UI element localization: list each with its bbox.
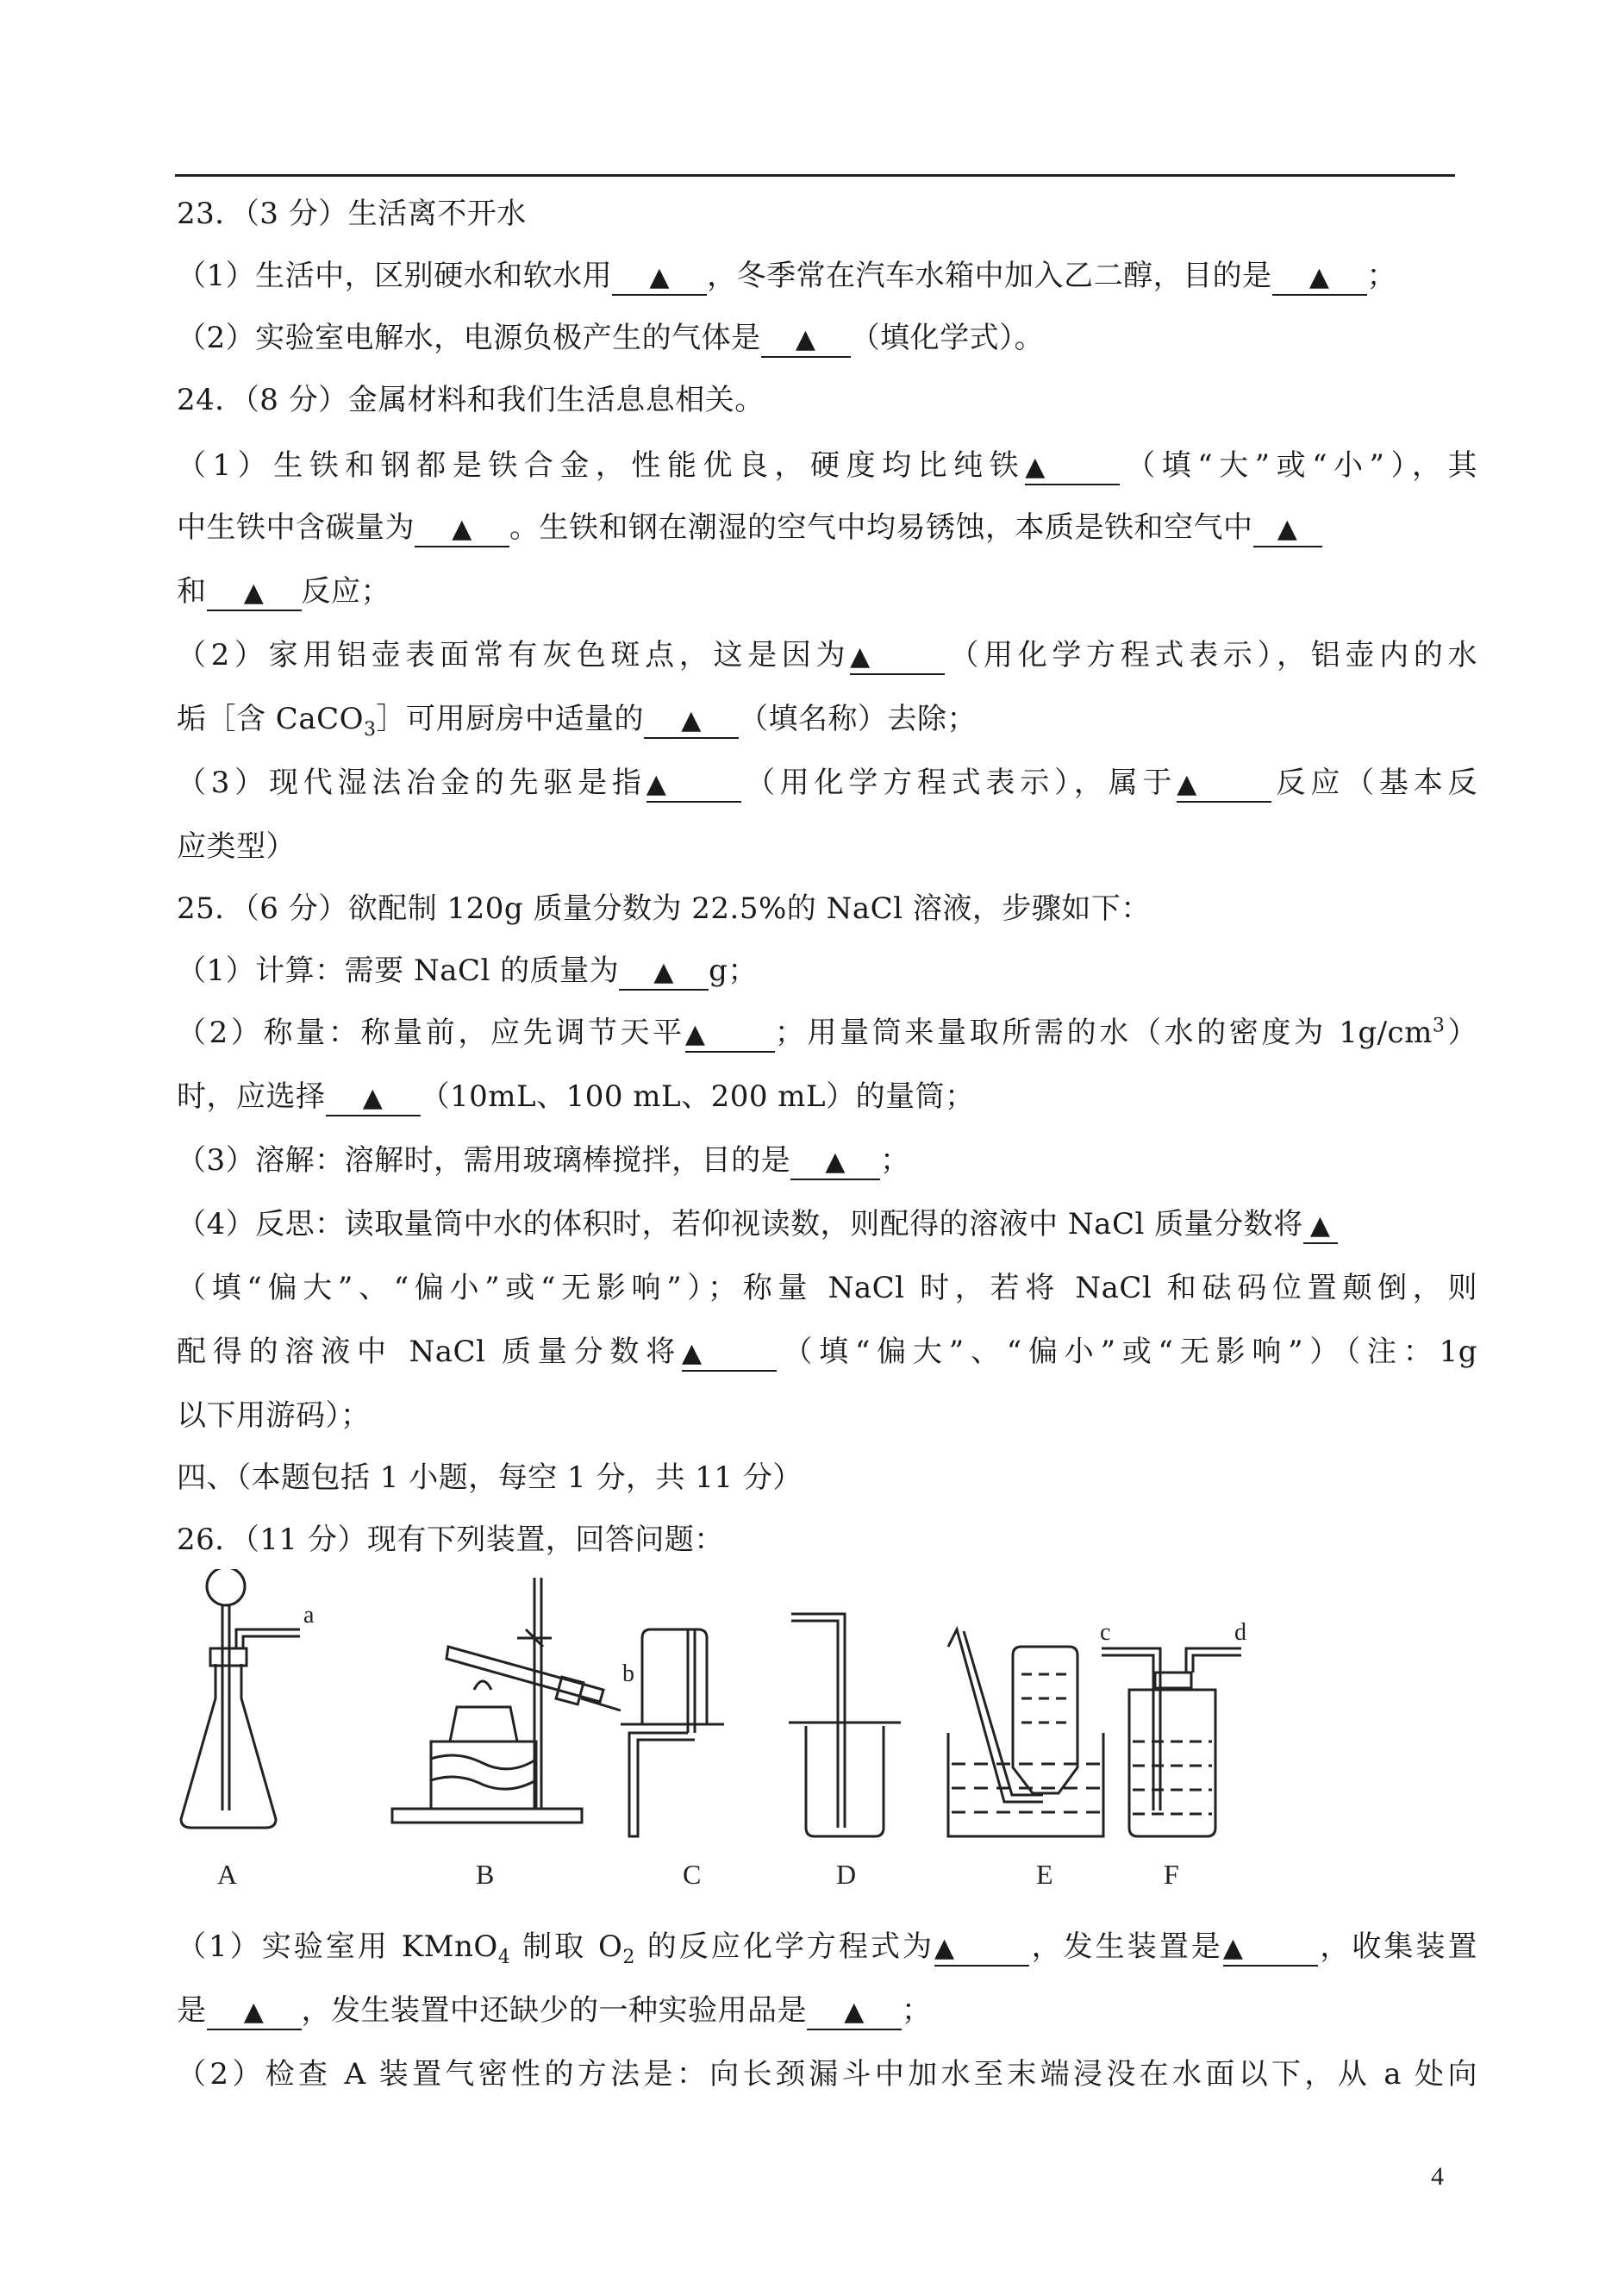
answer-blank[interactable]: ▲ [934,1932,1029,1967]
answer-blank[interactable]: ▲ [612,261,707,296]
apparatus-a-conical-flask [181,1569,300,1828]
q25-part4-line4: 以下用游码）； [177,1398,371,1433]
answer-blank[interactable]: ▲ [685,1018,775,1053]
q24-title: 24．（8 分）金属材料和我们生活息息相关。 [177,383,765,417]
apparatus-e-water-trough [948,1629,1103,1836]
q25-part4-line3: 配得的溶液中 NaCl 质量分数将▲ （填“偏大”、“偏小”或“无影响”）（注：1g [177,1333,1477,1372]
apparatus-b-heating-setup [392,1578,621,1823]
q23-part1: （1）生活中，区别硬水和软水用 ▲ ，冬季常在汽车水箱中加入乙二醇，目的是 ▲ ； [177,257,1477,296]
q24-part1-line3: 和 ▲ 反应； [177,572,1477,611]
answer-blank[interactable]: ▲ [646,768,741,803]
q25-part4-line2: （填“偏大”、“偏小”或“无影响”）；称量 NaCl 时，若将 NaCl 和砝码位置颠倒，则 [177,1271,1477,1305]
answer-blank[interactable]: ▲ [761,323,851,358]
answer-blank[interactable]: ▲ [682,1337,777,1372]
header-rule [175,174,1455,177]
answer-blank[interactable]: ▲ [415,513,509,547]
answer-blank[interactable]: ▲ [207,577,302,611]
answer-blank[interactable]: ▲ [807,1996,902,2030]
q26-part2-line1: （2）检查 A 装置气密性的方法是：向长颈漏斗中加水至末端浸没在水面以下，从 a 处向 [177,2057,1477,2092]
q26-part1-line2: 是 ▲ ，发生装置中还缺少的一种实验用品是 ▲ ； [177,1992,1477,2030]
section-4-heading: 四、（本题包括 1 小题，每空 1 分，共 11 分） [177,1460,803,1495]
q25-title: 25．（6 分）欲配制 120g 质量分数为 22.5%的 NaCl 溶液，步骤如下： [177,891,1151,926]
answer-blank[interactable]: ▲ [1223,1932,1318,1967]
answer-blank[interactable]: ▲ [1272,261,1367,296]
answer-blank[interactable]: ▲ [790,1146,880,1180]
q24-part2-line2: 垢［含 CaCO$_3$］可用厨房中适量的 ▲ （填名称）去除； [177,702,977,741]
port-label-c: c [1100,1619,1111,1646]
q26-title: 26．（11 分）现有下列装置，回答问题： [177,1523,724,1557]
answer-blank[interactable]: ▲ [850,641,945,675]
apparatus-label-c: C [683,1859,702,1890]
q25-part1: （1）计算：需要 NaCl 的质量为 ▲ g； [177,952,1477,991]
apparatus-d-gas-jar [789,1614,901,1836]
page-number: 4 [1431,2162,1444,2191]
q25-part4-line1: （4）反思：读取量筒中水的体积时，若仰视读数，则配得的溶液中 NaCl 质量分数将 ▲ [177,1205,1477,1244]
apparatus-c-gas-jar [621,1629,724,1836]
q26-part1-line1: （1）实验室用 KMnO$_4$ 制取 $O_2$ 的反应化学方程式为▲ ，发生装置是▲ ，收集装置 [177,1929,1477,1968]
q24-part2-line1: （2）家用铝壶表面常有灰色斑点，这是因为▲ （用化学方程式表示），铝壶内的水 [177,636,1477,675]
answer-blank[interactable]: ▲ [1253,513,1322,547]
answer-blank[interactable]: ▲ [644,704,739,739]
apparatus-f-washing-bottle [1102,1648,1241,1836]
q23-part2: （2）实验室电解水，电源负极产生的气体是 ▲ （填化学式）。 [177,319,1477,358]
apparatus-label-f: F [1164,1859,1179,1890]
q24-part1-line2: 中生铁中含碳量为 ▲ 。生铁和钢在潮湿的空气中均易锈蚀，本质是铁和空气中 ▲ [177,509,1477,547]
q24-part1-line1: （1）生铁和钢都是铁合金，性能优良，硬度均比纯铁▲ （填“大”或“小”），其 [177,447,1477,485]
answer-blank[interactable]: ▲ [1025,451,1120,485]
apparatus-label-b: B [476,1859,495,1890]
q25-part2-line1: （2）称量：称量前，应先调节天平▲ ；用量筒来量取所需的水（水的密度为 $1g/cm^3$） [177,1014,1477,1053]
q25-part2-line2: 时，应选择 ▲ （10mL、100 mL、200 mL）的量筒； [177,1078,1477,1116]
apparatus-label-a: A [217,1859,238,1890]
q23-title: 23．（3 分）生活离不开水 [177,197,527,231]
apparatus-label-d: D [836,1859,857,1890]
port-label-a: a [303,1602,315,1629]
apparatus-label-e: E [1036,1859,1053,1890]
answer-blank[interactable]: ▲ [1177,768,1271,803]
answer-blank[interactable]: ▲ [207,1996,302,2030]
answer-blank[interactable]: ▲ [326,1082,421,1116]
q24-part3-line2: 应类型） [177,829,296,864]
answer-blank[interactable]: ▲ [619,956,709,991]
port-label-d: d [1234,1619,1246,1646]
apparatus-figure [172,1569,1483,1897]
q24-part3-line1: （3）现代湿法冶金的先驱是指▲ （用化学方程式表示），属于▲ 反应（基本反 [177,764,1477,803]
answer-blank[interactable]: ▲ [1303,1210,1338,1244]
q25-part3: （3）溶解：溶解时，需用玻璃棒搅拌，目的是 ▲ ； [177,1141,1477,1180]
port-label-b: b [622,1660,634,1687]
